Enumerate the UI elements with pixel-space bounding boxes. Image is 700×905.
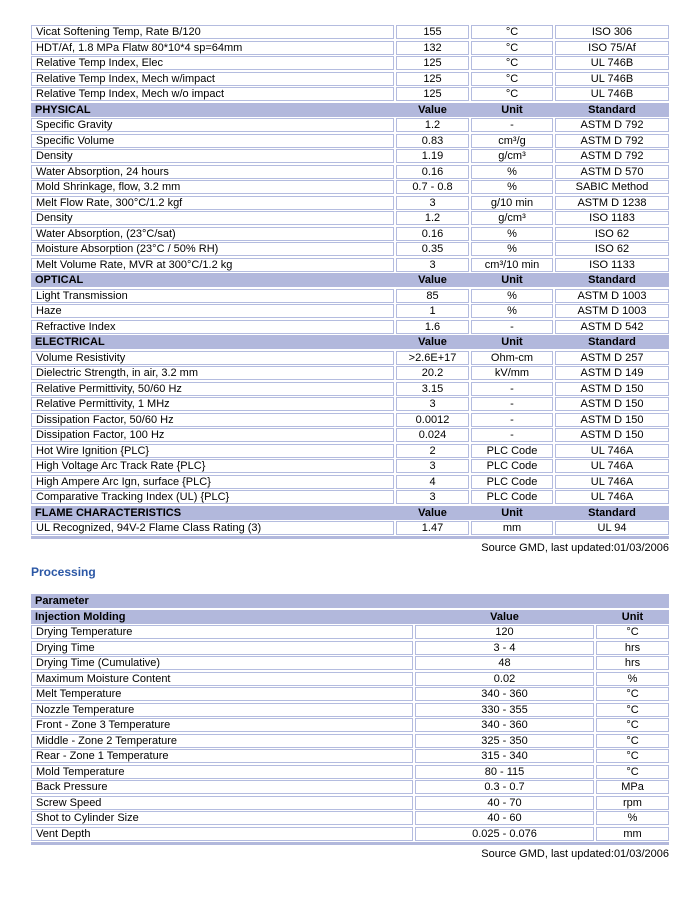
property-name-cell: Water Absorption, (23°C/sat) bbox=[31, 227, 394, 241]
standard-cell: ASTM D 792 bbox=[555, 149, 669, 163]
value-cell: 0.0012 bbox=[396, 413, 469, 427]
parameter-name-cell: Maximum Moisture Content bbox=[31, 672, 413, 686]
parameter-name-cell: Drying Temperature bbox=[31, 625, 413, 639]
unit-cell: °C bbox=[596, 765, 669, 779]
column-header: Standard bbox=[588, 506, 636, 519]
properties-source-note: Source GMD, last updated:01/03/2006 bbox=[481, 542, 669, 554]
unit-cell: % bbox=[596, 672, 669, 686]
standard-cell: UL 746B bbox=[555, 56, 669, 70]
value-cell: 132 bbox=[396, 41, 469, 55]
processing-row bbox=[31, 765, 669, 779]
column-header: Value bbox=[418, 336, 447, 348]
processing-source-note: Source GMD, last updated:01/03/2006 bbox=[481, 847, 669, 860]
standard-cell: ISO 75/Af bbox=[555, 41, 669, 55]
property-row bbox=[31, 366, 669, 380]
unit-cell: PLC Code bbox=[471, 475, 553, 489]
property-name-cell: Density bbox=[31, 211, 394, 225]
standard-cell: ASTM D 150 bbox=[555, 428, 669, 442]
property-row bbox=[31, 56, 669, 70]
property-row bbox=[31, 227, 669, 241]
column-header: Unit bbox=[501, 274, 523, 286]
unit-cell: % bbox=[471, 180, 553, 194]
value-cell: 0.3 - 0.7 bbox=[415, 780, 594, 794]
processing-row bbox=[31, 672, 669, 686]
property-name-cell: Volume Resistivity bbox=[31, 351, 394, 365]
parameter-name-cell: Mold Temperature bbox=[31, 765, 413, 779]
value-cell: 0.025 - 0.076 bbox=[415, 827, 594, 841]
value-cell: 0.7 - 0.8 bbox=[396, 180, 469, 194]
unit-cell: °C bbox=[596, 718, 669, 732]
property-name-cell: Density bbox=[31, 149, 394, 163]
column-header: Value bbox=[418, 506, 447, 519]
standard-cell: ASTM D 792 bbox=[555, 134, 669, 148]
value-cell: 1.2 bbox=[396, 118, 469, 132]
standard-cell: ASTM D 150 bbox=[555, 413, 669, 427]
column-header: Unit bbox=[501, 103, 523, 116]
standard-cell: ISO 306 bbox=[555, 25, 669, 39]
property-name-cell: Relative Temp Index, Mech w/impact bbox=[31, 72, 394, 86]
property-name-cell: Vicat Softening Temp, Rate B/120 bbox=[31, 25, 394, 39]
value-cell: >2.6E+17 bbox=[396, 351, 469, 365]
processing-row bbox=[31, 780, 669, 794]
column-header: Standard bbox=[588, 336, 636, 348]
parameter-band-label: Parameter bbox=[35, 595, 89, 607]
property-row bbox=[31, 87, 669, 101]
value-cell: 1.6 bbox=[396, 320, 469, 334]
unit-cell: - bbox=[471, 428, 553, 442]
unit-cell: mm bbox=[596, 827, 669, 841]
section-header-row bbox=[31, 273, 669, 287]
unit-cell: Ohm-cm bbox=[471, 351, 553, 365]
unit-cell: - bbox=[471, 397, 553, 411]
unit-cell: % bbox=[471, 289, 553, 303]
unit-cell: °C bbox=[596, 687, 669, 701]
processing-header-row bbox=[31, 610, 669, 624]
standard-cell: ASTM D 257 bbox=[555, 351, 669, 365]
unit-cell: MPa bbox=[596, 780, 669, 794]
processing-table-bottom-border bbox=[31, 842, 669, 845]
property-name-cell: Melt Flow Rate, 300°C/1.2 kgf bbox=[31, 196, 394, 210]
column-header: Value bbox=[490, 610, 519, 623]
parameter-name-cell: Nozzle Temperature bbox=[31, 703, 413, 717]
column-header: Value bbox=[418, 274, 447, 286]
property-name-cell: Haze bbox=[31, 304, 394, 318]
value-cell: 1.2 bbox=[396, 211, 469, 225]
unit-cell: - bbox=[471, 118, 553, 132]
standard-cell: ASTM D 1003 bbox=[555, 304, 669, 318]
processing-row bbox=[31, 827, 669, 841]
standard-cell: ISO 1133 bbox=[555, 258, 669, 272]
property-name-cell: Hot Wire Ignition {PLC} bbox=[31, 444, 394, 458]
standard-cell: UL 746A bbox=[555, 490, 669, 504]
parameter-name-cell: Shot to Cylinder Size bbox=[31, 811, 413, 825]
unit-cell: % bbox=[471, 227, 553, 241]
property-row bbox=[31, 25, 669, 39]
parameter-name-cell: Front - Zone 3 Temperature bbox=[31, 718, 413, 732]
property-row bbox=[31, 72, 669, 86]
processing-row bbox=[31, 796, 669, 810]
standard-cell: ASTM D 792 bbox=[555, 118, 669, 132]
property-name-cell: Relative Permittivity, 50/60 Hz bbox=[31, 382, 394, 396]
property-name-cell: Melt Volume Rate, MVR at 300°C/1.2 kg bbox=[31, 258, 394, 272]
unit-cell: g/cm³ bbox=[471, 211, 553, 225]
column-header: Unit bbox=[501, 336, 523, 348]
property-row bbox=[31, 165, 669, 179]
standard-cell: ISO 62 bbox=[555, 242, 669, 256]
section-header-row bbox=[31, 506, 669, 520]
value-cell: 125 bbox=[396, 56, 469, 70]
standard-cell: UL 94 bbox=[555, 521, 669, 535]
column-header: Value bbox=[418, 103, 447, 116]
unit-cell: hrs bbox=[596, 656, 669, 670]
standard-cell: ISO 62 bbox=[555, 227, 669, 241]
unit-cell: °C bbox=[596, 749, 669, 763]
standard-cell: ASTM D 570 bbox=[555, 165, 669, 179]
value-cell: 340 - 360 bbox=[415, 687, 594, 701]
unit-cell: cm³/g bbox=[471, 134, 553, 148]
processing-row bbox=[31, 749, 669, 763]
properties-table bbox=[31, 25, 669, 535]
unit-cell: g/cm³ bbox=[471, 149, 553, 163]
value-cell: 3 bbox=[396, 258, 469, 272]
value-cell: 125 bbox=[396, 87, 469, 101]
unit-cell: - bbox=[471, 320, 553, 334]
property-name-cell: Specific Volume bbox=[31, 134, 394, 148]
section-header-row bbox=[31, 103, 669, 117]
processing-row bbox=[31, 625, 669, 639]
property-name-cell: Dissipation Factor, 100 Hz bbox=[31, 428, 394, 442]
unit-cell: % bbox=[471, 304, 553, 318]
property-row bbox=[31, 475, 669, 489]
value-cell: 125 bbox=[396, 72, 469, 86]
property-row bbox=[31, 118, 669, 132]
standard-cell: ASTM D 150 bbox=[555, 382, 669, 396]
unit-cell: °C bbox=[596, 625, 669, 639]
value-cell: 48 bbox=[415, 656, 594, 670]
value-cell: 0.16 bbox=[396, 165, 469, 179]
unit-cell: °C bbox=[471, 56, 553, 70]
column-header: Unit bbox=[501, 506, 523, 519]
value-cell: 40 - 60 bbox=[415, 811, 594, 825]
property-name-cell: High Ampere Arc Ign, surface {PLC} bbox=[31, 475, 394, 489]
value-cell: 340 - 360 bbox=[415, 718, 594, 732]
property-name-cell: Dielectric Strength, in air, 3.2 mm bbox=[31, 366, 394, 380]
value-cell: 0.83 bbox=[396, 134, 469, 148]
section-label: FLAME CHARACTERISTICS bbox=[35, 506, 182, 519]
unit-cell: °C bbox=[471, 72, 553, 86]
column-header: Unit bbox=[621, 610, 644, 623]
property-row bbox=[31, 134, 669, 148]
standard-cell: UL 746A bbox=[555, 459, 669, 473]
processing-table bbox=[31, 594, 669, 841]
property-name-cell: Light Transmission bbox=[31, 289, 394, 303]
property-row bbox=[31, 490, 669, 504]
processing-row bbox=[31, 718, 669, 732]
property-name-cell: Relative Permittivity, 1 MHz bbox=[31, 397, 394, 411]
standard-cell: UL 746B bbox=[555, 72, 669, 86]
unit-cell: rpm bbox=[596, 796, 669, 810]
unit-cell: PLC Code bbox=[471, 444, 553, 458]
unit-cell: % bbox=[471, 165, 553, 179]
property-row bbox=[31, 320, 669, 334]
property-row bbox=[31, 304, 669, 318]
unit-cell: °C bbox=[471, 25, 553, 39]
unit-cell: cm³/10 min bbox=[471, 258, 553, 272]
value-cell: 1.19 bbox=[396, 149, 469, 163]
parameter-name-cell: Melt Temperature bbox=[31, 687, 413, 701]
property-name-cell: Comparative Tracking Index (UL) {PLC} bbox=[31, 490, 394, 504]
property-name-cell: Refractive Index bbox=[31, 320, 394, 334]
property-row bbox=[31, 289, 669, 303]
parameter-name-cell: Rear - Zone 1 Temperature bbox=[31, 749, 413, 763]
standard-cell: SABIC Method bbox=[555, 180, 669, 194]
value-cell: 20.2 bbox=[396, 366, 469, 380]
unit-cell: °C bbox=[471, 87, 553, 101]
unit-cell: °C bbox=[596, 703, 669, 717]
unit-cell: % bbox=[471, 242, 553, 256]
unit-cell: - bbox=[471, 382, 553, 396]
property-name-cell: Mold Shrinkage, flow, 3.2 mm bbox=[31, 180, 394, 194]
value-cell: 40 - 70 bbox=[415, 796, 594, 810]
property-row bbox=[31, 413, 669, 427]
parameter-name-cell: Drying Time (Cumulative) bbox=[31, 656, 413, 670]
standard-cell: UL 746A bbox=[555, 444, 669, 458]
value-cell: 85 bbox=[396, 289, 469, 303]
value-cell: 1 bbox=[396, 304, 469, 318]
standard-cell: ASTM D 1238 bbox=[555, 196, 669, 210]
processing-heading: Processing bbox=[31, 565, 96, 579]
parameter-band-row bbox=[31, 594, 669, 608]
value-cell: 155 bbox=[396, 25, 469, 39]
unit-cell: - bbox=[471, 413, 553, 427]
property-row bbox=[31, 196, 669, 210]
unit-cell: PLC Code bbox=[471, 459, 553, 473]
property-row bbox=[31, 351, 669, 365]
property-name-cell: Relative Temp Index, Mech w/o impact bbox=[31, 87, 394, 101]
value-cell: 0.35 bbox=[396, 242, 469, 256]
value-cell: 325 - 350 bbox=[415, 734, 594, 748]
property-row bbox=[31, 258, 669, 272]
standard-cell: ASTM D 149 bbox=[555, 366, 669, 380]
unit-cell: g/10 min bbox=[471, 196, 553, 210]
unit-cell: °C bbox=[471, 41, 553, 55]
property-row bbox=[31, 41, 669, 55]
property-name-cell: UL Recognized, 94V-2 Flame Class Rating (3) bbox=[31, 521, 394, 535]
standard-cell: UL 746A bbox=[555, 475, 669, 489]
property-name-cell: HDT/Af, 1.8 MPa Flatw 80*10*4 sp=64mm bbox=[31, 41, 394, 55]
property-name-cell: Specific Gravity bbox=[31, 118, 394, 132]
standard-cell: ISO 1183 bbox=[555, 211, 669, 225]
unit-cell: PLC Code bbox=[471, 490, 553, 504]
unit-cell: °C bbox=[596, 734, 669, 748]
property-row bbox=[31, 211, 669, 225]
property-row bbox=[31, 428, 669, 442]
property-name-cell: Relative Temp Index, Elec bbox=[31, 56, 394, 70]
property-row bbox=[31, 521, 669, 535]
injection-molding-header: Injection Molding bbox=[35, 610, 126, 623]
processing-row bbox=[31, 687, 669, 701]
section-label: ELECTRICAL bbox=[35, 336, 105, 348]
value-cell: 3 bbox=[396, 196, 469, 210]
value-cell: 3 - 4 bbox=[415, 641, 594, 655]
value-cell: 0.02 bbox=[415, 672, 594, 686]
property-row bbox=[31, 149, 669, 163]
value-cell: 315 - 340 bbox=[415, 749, 594, 763]
standard-cell: UL 746B bbox=[555, 87, 669, 101]
property-row bbox=[31, 242, 669, 256]
parameter-name-cell: Back Pressure bbox=[31, 780, 413, 794]
section-label: OPTICAL bbox=[35, 274, 84, 286]
value-cell: 330 - 355 bbox=[415, 703, 594, 717]
standard-cell: ASTM D 150 bbox=[555, 397, 669, 411]
value-cell: 1.47 bbox=[396, 521, 469, 535]
processing-row bbox=[31, 811, 669, 825]
section-label: PHYSICAL bbox=[35, 103, 91, 116]
processing-row bbox=[31, 734, 669, 748]
parameter-name-cell: Drying Time bbox=[31, 641, 413, 655]
property-name-cell: Water Absorption, 24 hours bbox=[31, 165, 394, 179]
unit-cell: kV/mm bbox=[471, 366, 553, 380]
processing-row bbox=[31, 703, 669, 717]
standard-cell: ASTM D 542 bbox=[555, 320, 669, 334]
section-header-row bbox=[31, 335, 669, 349]
unit-cell: mm bbox=[471, 521, 553, 535]
column-header: Standard bbox=[588, 103, 636, 116]
value-cell: 0.024 bbox=[396, 428, 469, 442]
unit-cell: hrs bbox=[596, 641, 669, 655]
property-name-cell: Dissipation Factor, 50/60 Hz bbox=[31, 413, 394, 427]
property-row bbox=[31, 397, 669, 411]
property-row bbox=[31, 444, 669, 458]
property-name-cell: Moisture Absorption (23°C / 50% RH) bbox=[31, 242, 394, 256]
datasheet-page bbox=[31, 0, 669, 861]
property-row bbox=[31, 180, 669, 194]
standard-cell: ASTM D 1003 bbox=[555, 289, 669, 303]
value-cell: 4 bbox=[396, 475, 469, 489]
processing-row bbox=[31, 641, 669, 655]
value-cell: 120 bbox=[415, 625, 594, 639]
value-cell: 3 bbox=[396, 490, 469, 504]
property-row bbox=[31, 382, 669, 396]
value-cell: 3.15 bbox=[396, 382, 469, 396]
parameter-name-cell: Middle - Zone 2 Temperature bbox=[31, 734, 413, 748]
value-cell: 3 bbox=[396, 459, 469, 473]
value-cell: 2 bbox=[396, 444, 469, 458]
properties-table-bottom-border bbox=[31, 536, 669, 539]
processing-row bbox=[31, 656, 669, 670]
value-cell: 80 - 115 bbox=[415, 765, 594, 779]
property-name-cell: High Voltage Arc Track Rate {PLC} bbox=[31, 459, 394, 473]
column-header: Standard bbox=[588, 274, 636, 286]
property-row bbox=[31, 459, 669, 473]
value-cell: 0.16 bbox=[396, 227, 469, 241]
parameter-name-cell: Vent Depth bbox=[31, 827, 413, 841]
parameter-name-cell: Screw Speed bbox=[31, 796, 413, 810]
value-cell: 3 bbox=[396, 397, 469, 411]
unit-cell: % bbox=[596, 811, 669, 825]
